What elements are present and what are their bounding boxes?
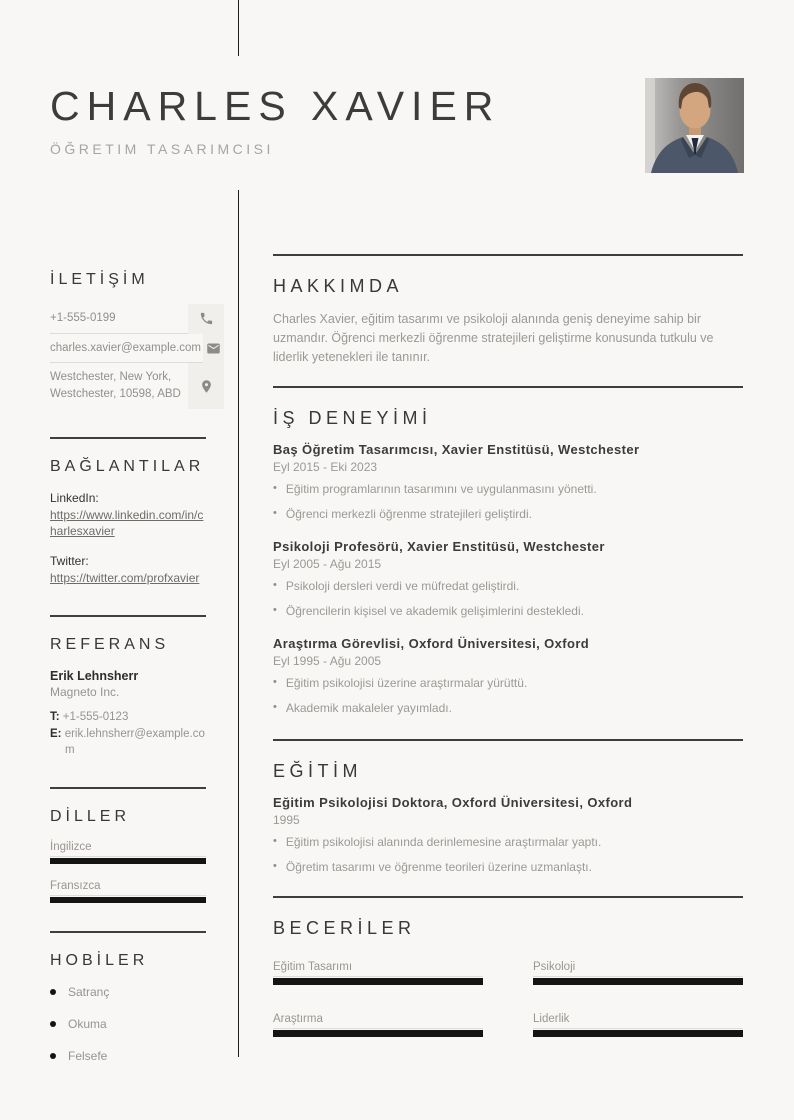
hobby-label: Felsefe [68, 1049, 108, 1064]
twitter-link[interactable]: https://twitter.com/profxavier [50, 571, 200, 586]
twitter-label: Twitter: [50, 554, 89, 569]
reference-email-label: E: [50, 727, 62, 740]
language-name: İngilizce [50, 841, 206, 857]
job-bullet-text: Eğitim psikolojisi üzerine araştırmalar yürüttü. [285, 676, 528, 691]
section-about [273, 254, 743, 366]
job-bullet [273, 480, 743, 498]
contact-list [50, 304, 224, 409]
sidebar-divider [50, 787, 206, 789]
address-value [50, 363, 188, 408]
header [50, 84, 610, 157]
about-text: Charles Xavier, eğitim tasarımı ve psikoloji alanında geniş deneyime sahip bir uzmandır. Öğrenci merkezli öğrenme stratejileri geliştirme konusunda tutkulu ve liderlik yetenekleri ile tanınır. [273, 312, 714, 364]
experience-heading: İŞ DENEYİMİ [273, 408, 432, 429]
skill-item [533, 961, 743, 985]
reference-company: Magneto Inc. [50, 685, 120, 700]
skill-name: Araştırma [273, 1013, 483, 1029]
section-skills [273, 896, 743, 1053]
skill-name: Liderlik [533, 1013, 743, 1029]
sidebar [50, 270, 206, 1081]
bullet-dot-icon: • [273, 482, 277, 495]
linkedin-label: LinkedIn: [50, 490, 99, 505]
bullet-dot-icon: • [273, 860, 277, 873]
languages-heading: DİLLER [50, 808, 131, 826]
job-entry [273, 539, 743, 620]
job-bullet [273, 505, 743, 523]
language-level-bar [50, 897, 206, 903]
main-column [273, 254, 743, 1053]
skill-item [273, 1013, 483, 1037]
location-icon [188, 363, 224, 408]
job-entry [273, 636, 743, 717]
degree-bullet [273, 858, 743, 876]
job-bullet-text: Öğrenci merkezli öğrenme stratejileri geliştirdi. [285, 507, 532, 522]
language-item-french [50, 880, 206, 903]
bullet-dot-icon: • [273, 604, 277, 617]
skill-level-bar [273, 1030, 483, 1037]
job-dates: Eyl 1995 - Ağu 2005 [273, 654, 382, 669]
bullet-dot-icon: • [273, 835, 277, 848]
skill-name: Psikoloji [533, 961, 743, 977]
address-line2: Westchester, 10598, ABD [50, 388, 181, 401]
job-bullet [273, 577, 743, 595]
job-entry [273, 442, 743, 523]
linkedin-link[interactable]: https://www.linkedin.com/in/charlesxavier [50, 507, 204, 539]
divider-vertical-top [238, 0, 239, 56]
job-bullet-text: Akademik makaleler yayımladı. [285, 701, 452, 716]
language-level-bar [50, 858, 206, 864]
bullet-dot-icon: • [273, 507, 277, 520]
job-title-line: Araştırma Görevlisi, Oxford Üniversitesi, Oxford [273, 636, 590, 652]
degree-title: Eğitim Psikolojisi Doktora, Oxford Üniversitesi, Oxford [273, 795, 633, 811]
bullet-dot-icon: • [273, 701, 277, 714]
contact-row-address [50, 363, 224, 408]
job-bullet-text: Eğitim programlarının tasarımını ve uygulanmasını yönetti. [285, 482, 597, 497]
phone-icon [188, 304, 224, 334]
section-experience [273, 386, 743, 717]
divider-vertical-main [238, 190, 239, 1057]
job-bullet [273, 699, 743, 717]
email-value: charles.xavier@example.com [50, 334, 203, 364]
skills-grid [273, 961, 743, 1053]
hobby-label: Okuma [68, 1017, 107, 1032]
contact-row-email [50, 334, 224, 364]
bullet-dot-icon [50, 1053, 56, 1059]
profile-photo [645, 78, 744, 173]
skill-level-bar [533, 1030, 743, 1037]
hobby-list [50, 985, 206, 1063]
degree-bullet [273, 833, 743, 851]
degree-dates: 1995 [273, 813, 300, 828]
reference-phone-label: T: [50, 711, 60, 724]
skill-item [273, 961, 483, 985]
reference-phone [50, 709, 206, 726]
job-bullet-text: Öğrencilerin kişisel ve akademik gelişimlerini destekledi. [285, 604, 584, 619]
sidebar-divider [50, 931, 206, 933]
person-name: CHARLES XAVIER [50, 83, 501, 129]
job-bullet [273, 602, 743, 620]
mail-icon [203, 334, 224, 364]
job-dates: Eyl 2005 - Ağu 2015 [273, 557, 382, 572]
sidebar-divider [50, 437, 206, 439]
language-name: Fransızca [50, 880, 206, 896]
skill-level-bar [273, 978, 483, 985]
education-entry [273, 795, 743, 876]
reference-email [50, 726, 206, 759]
job-title: ÖĞRETIM TASARIMCISI [50, 141, 274, 158]
job-title-line: Baş Öğretim Tasarımcısı, Xavier Enstitüsü, Westchester [273, 442, 640, 458]
hobby-item [50, 985, 206, 999]
section-education [273, 739, 743, 876]
language-item-english [50, 841, 206, 864]
about-heading: HAKKIMDA [273, 276, 404, 296]
degree-bullet-text: Öğretim tasarımı ve öğrenme teorileri üzerine uzmanlaştı. [285, 860, 592, 875]
bullet-dot-icon [50, 1021, 56, 1027]
hobbies-heading: HOBİLER [50, 952, 149, 970]
phone-value: +1-555-0199 [50, 304, 188, 334]
bullet-dot-icon: • [273, 676, 277, 689]
hobby-item [50, 1049, 206, 1063]
degree-bullet-text: Eğitim psikolojisi alanında derinlemesine araştırmalar yaptı. [285, 835, 602, 850]
job-bullet [273, 674, 743, 692]
skill-item [533, 1013, 743, 1037]
sidebar-divider [50, 615, 206, 617]
profile-photo-illustration [645, 78, 744, 173]
hobby-item [50, 1017, 206, 1031]
skills-heading: BECERİLER [273, 918, 416, 939]
reference-name: Erik Lehnsherr [50, 669, 139, 684]
bullet-dot-icon [50, 989, 56, 995]
job-dates: Eyl 2015 - Eki 2023 [273, 460, 378, 475]
reference-phone-value: +1-555-0123 [62, 711, 129, 724]
reference-heading: REFERANS [50, 636, 170, 654]
contact-row-phone [50, 304, 224, 334]
contact-heading: İLETİŞİM [50, 271, 149, 288]
bullet-dot-icon: • [273, 579, 277, 592]
job-bullet-text: Psikoloji dersleri verdi ve müfredat geliştirdi. [285, 579, 520, 594]
link-item-twitter [50, 554, 206, 587]
skill-level-bar [533, 978, 743, 985]
reference-email-value: erik.lehnsherr@example.com [64, 727, 205, 757]
job-title-line: Psikoloji Profesörü, Xavier Enstitüsü, Westchester [273, 539, 605, 555]
hobby-label: Satranç [68, 985, 110, 1000]
skill-name: Eğitim Tasarımı [273, 961, 483, 977]
education-heading: EĞİTİM [273, 761, 362, 782]
links-heading: BAĞLANTILAR [50, 457, 205, 475]
address-line1: Westchester, New York, [50, 371, 172, 384]
link-item-linkedin [50, 491, 206, 541]
